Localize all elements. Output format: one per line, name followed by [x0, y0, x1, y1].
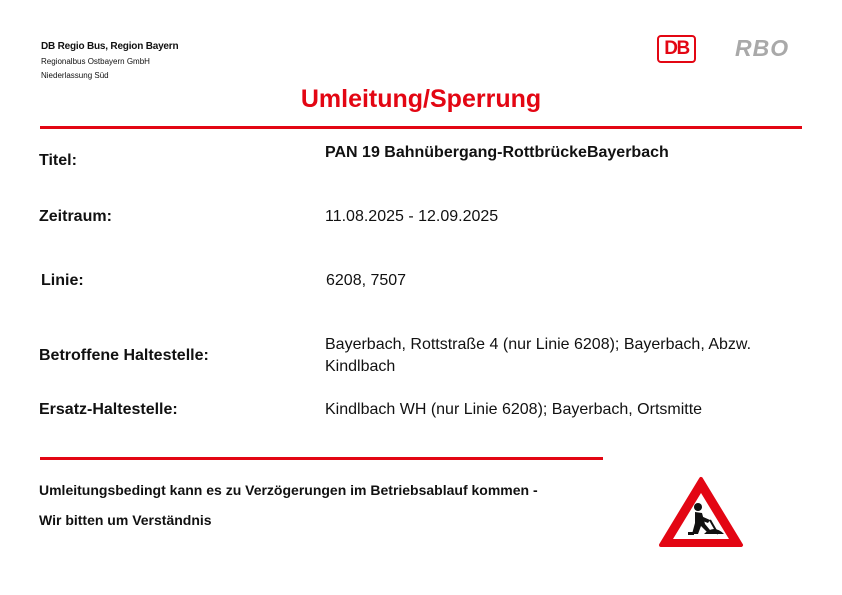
- notice-line-2: Wir bitten um Verständnis: [39, 512, 212, 528]
- ersatz-value: Kindlbach WH (nur Linie 6208); Bayerbach, Ortsmitte: [325, 401, 703, 418]
- linie-value: 6208, 7507: [326, 272, 407, 289]
- page-title: Umleitung/Sperrung: [300, 85, 542, 113]
- bottom-divider: [40, 457, 603, 460]
- linie-label: Linie:: [41, 272, 84, 289]
- company-subsidiary: Regionalbus Ostbayern GmbH: [41, 57, 150, 66]
- titel-value: PAN 19 Bahnübergang-RottbrückeBayerbach: [325, 144, 669, 161]
- company-block: [41, 41, 178, 80]
- top-divider: [40, 126, 802, 129]
- db-logo: DB: [657, 35, 696, 63]
- zeitraum-label: Zeitraum:: [39, 208, 112, 225]
- roadworks-warning-sign-icon: [658, 476, 744, 548]
- rbo-logo: RBO: [735, 35, 790, 61]
- company-name: DB Regio Bus, Region Bayern: [41, 41, 179, 52]
- ersatz-label: Ersatz-Haltestelle:: [39, 401, 178, 418]
- zeitraum-value: 11.08.2025 - 12.09.2025: [325, 208, 499, 225]
- betroffene-label: Betroffene Haltestelle:: [39, 347, 209, 364]
- titel-label: Titel:: [39, 152, 77, 169]
- company-branch: Niederlassung Süd: [41, 71, 109, 80]
- notice-line-1: Umleitungsbedingt kann es zu Verzögerungen im Betriebsablauf kommen -: [39, 482, 538, 498]
- betroffene-value: Bayerbach, Rottstraße 4 (nur Linie 6208); Bayerbach, Abzw. Kindlbach: [325, 336, 752, 375]
